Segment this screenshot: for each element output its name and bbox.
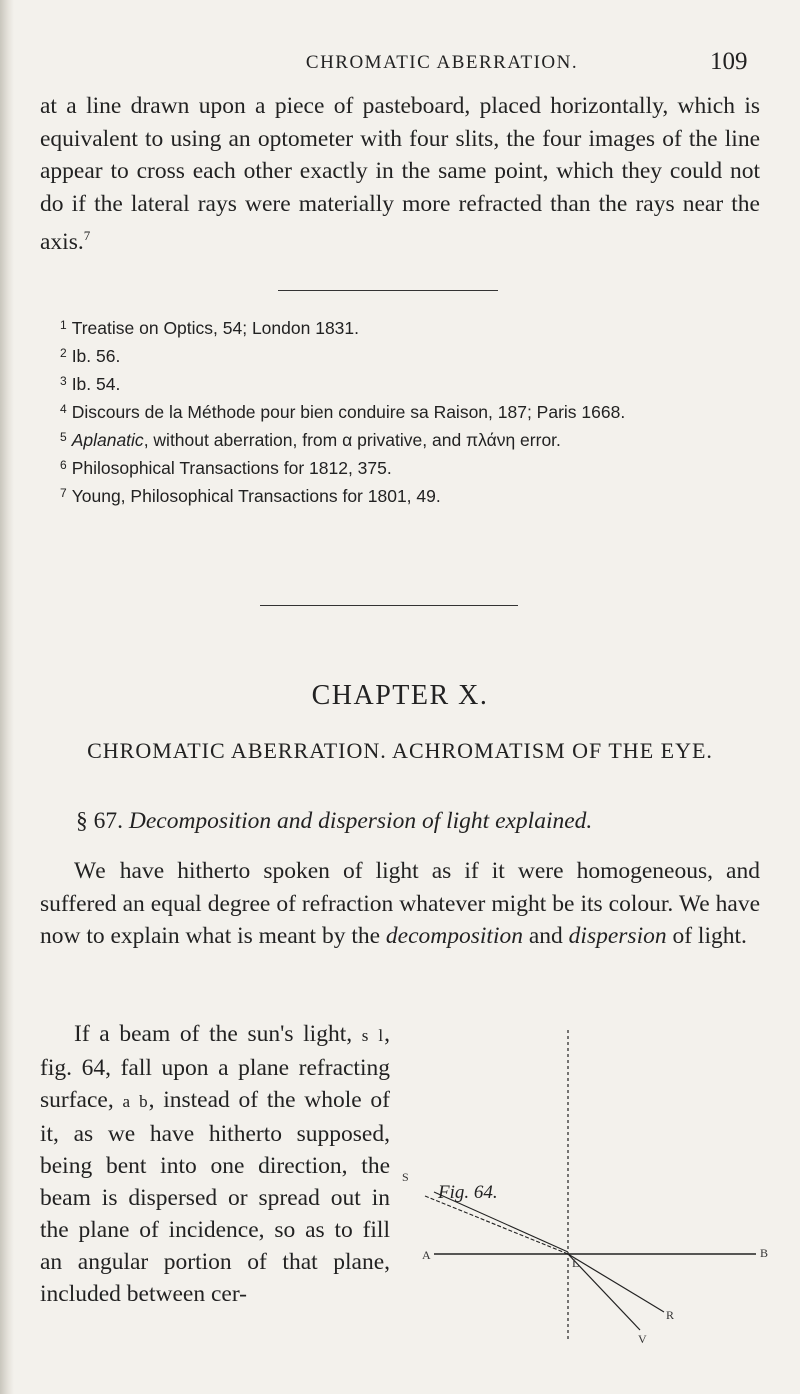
section-heading (76, 808, 592, 835)
footnote: $^3$ Ib. 54. (60, 374, 121, 394)
chapter-title: CHROMATIC ABERRATION. ACHROMATISM OF THE EYE. (87, 738, 713, 763)
emphasis-decomposition: decomposition (385, 923, 523, 949)
label-sl: s l (361, 1026, 385, 1045)
footnote: $^6$ Philosophical Transactions for 1812, 375. (60, 458, 392, 478)
running-head: CHROMATIC ABERRATION. (305, 52, 579, 73)
page-number: 109 (710, 48, 748, 75)
label-ab: a b (122, 1092, 149, 1111)
footnote: $^5$ Aplanatic, without aberration, from α privative, and πλάνη error. (60, 430, 561, 450)
incident-ray-a (425, 1196, 568, 1254)
label-b: B (760, 1246, 769, 1260)
label-l: L (572, 1256, 580, 1270)
lead-word: We (74, 858, 107, 884)
label-a: A (422, 1248, 431, 1262)
continuation-paragraph (40, 90, 760, 258)
figure-caption: Fig. 64. (438, 1182, 498, 1203)
section-number: § 67. (76, 808, 123, 834)
continuation-text: at a line drawn upon a piece of pasteboard, placed horizontally, which is equivalent to using an optometer with four slits, the four images of the line appear to cross each other exactly in the same point, which they could not do if the lateral rays were materially more refracted than the rays near the axis. (40, 93, 760, 255)
note-reference: 7 (83, 228, 91, 243)
chapter-separator (260, 605, 518, 606)
chapter-number: CHAPTER X. (311, 680, 489, 711)
footnote: $^1$ Treatise on Optics, 54; London 1831. (60, 318, 360, 338)
footnote: $^7$ Young, Philosophical Transactions for 1801, 49. (60, 486, 441, 506)
refracted-ray-red (568, 1254, 664, 1312)
paragraph-beam: If a beam of the sun's light, s l, fig. 64, fall upon a plane refracting surface, a b, instead of the whole of it, as we have hitherto supposed, being bent into one direction, the beam is dispersed or spread out in the plane of incidence, so as to fill an angular portion of that plane, included between cer- (40, 1021, 391, 1307)
footnotes (60, 313, 780, 509)
paragraph-intro: We have hitherto spoken of light as if it were homogeneous, and suffered an equal degree of refraction whatever might be its colour. We have now to explain what is meant by the decomposition and dispersion of light. (40, 858, 760, 949)
figure-64 (390, 1020, 790, 1360)
label-s: S (402, 1170, 409, 1184)
footnote: $^2$ Ib. 56. (60, 346, 121, 366)
footnote: $^4$ Discours de la Méthode pour bien conduire sa Raison, 187; Paris 1668. (60, 402, 626, 422)
label-r: R (666, 1308, 675, 1322)
footnote-term: Aplanatic (71, 430, 144, 450)
section-title: Decomposition and dispersion of light explained. (128, 808, 593, 834)
emphasis-dispersion: dispersion (568, 923, 667, 949)
footnote-separator (278, 290, 498, 291)
label-v: V (638, 1332, 647, 1346)
